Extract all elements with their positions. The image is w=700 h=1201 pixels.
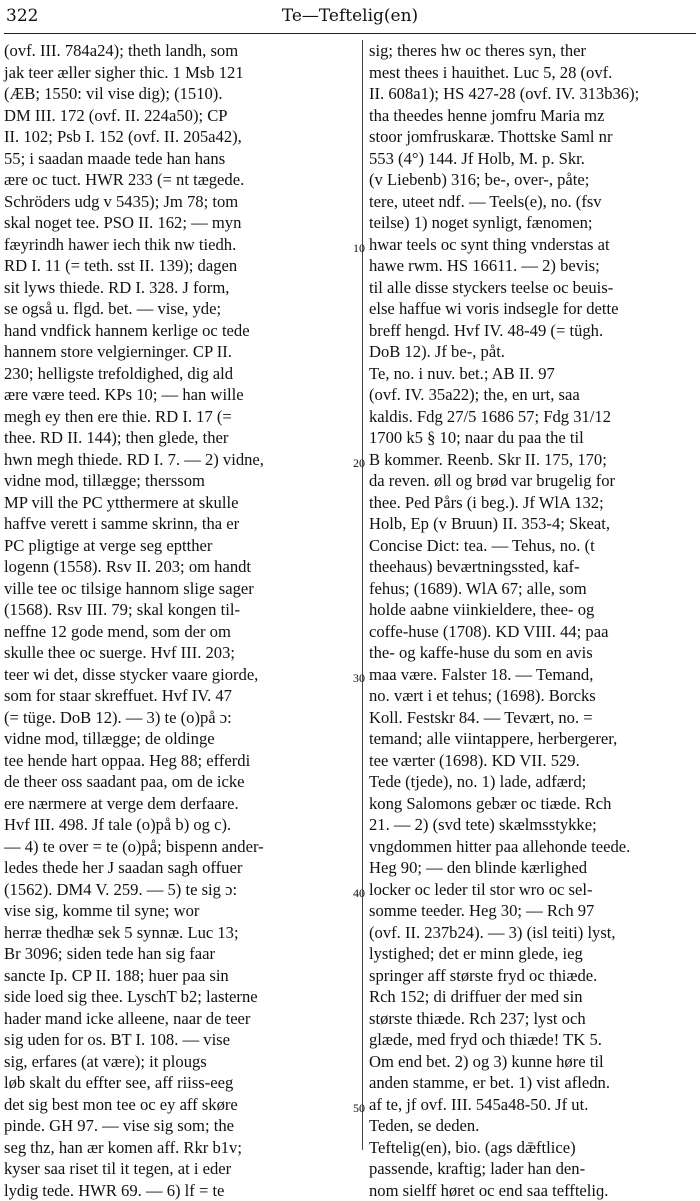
text-line: hwar teels oc synt thing vnderstas at (369, 234, 696, 256)
text-line: 230; helligste trefoldighed, dig ald (4, 363, 346, 385)
text-line: kyser saa riset til it tegen, at i eder (4, 1158, 346, 1180)
text-line: Koll. Festskr 84. — Tevært, no. = (369, 707, 696, 729)
text-line: megh ey then ere thie. RD I. 17 (= (4, 406, 346, 428)
text-line: thee. Ped Pårs (i beg.). Jf WlA 132; (369, 492, 696, 514)
text-line: Teftelig(en), bio. (ags dǣftlice) (369, 1137, 696, 1159)
text-line: (1568). Rsv III. 79; skal kongen til- (4, 599, 346, 621)
text-line: herræ thedhæ sek 5 synnæ. Luc 13; (4, 922, 346, 944)
text-line: stoor jomfruskaræ. Thottske Saml nr (369, 126, 696, 148)
text-line: no. vært i et tehus; (1698). Borcks (369, 685, 696, 707)
text-line: ere nærmere at verge dem derfaare. (4, 793, 346, 815)
text-line: se også u. flgd. bet. — vise, yde; (4, 298, 346, 320)
text-line: II. 608a1); HS 427-28 (ovf. IV. 313b36); (369, 83, 696, 105)
text-line: springer aff største fryd oc thiæde. (369, 965, 696, 987)
text-line: de theer oss saadant paa, om de icke (4, 771, 346, 793)
text-line: (ovf. IV. 35a22); the, en urt, saa (369, 384, 696, 406)
text-line: (ovf. III. 784a24); theth landh, som (4, 40, 346, 62)
text-line: sig, erfares (at være); it plougs (4, 1051, 346, 1073)
text-line: II. 102; Psb I. 152 (ovf. II. 205a42), (4, 126, 346, 148)
text-line: Teden, se deden. (369, 1115, 696, 1137)
text-line: til alle disse styckers teelse oc beuis- (369, 277, 696, 299)
text-line: holde aabne viinkieldere, thee- og (369, 599, 696, 621)
text-line: DoB 12). Jf be-, påt. (369, 341, 696, 363)
text-line: vidne mod, tillægge; therssom (4, 470, 346, 492)
text-line: somme teeder. Heg 30; — Rch 97 (369, 900, 696, 922)
text-line: tere, uteet ndf. — Teels(e), no. (fsv (369, 191, 696, 213)
text-line: vngdommen hitter paa allehonde teede. (369, 836, 696, 858)
text-line: ville tee oc tilsige hannom slige sager (4, 578, 346, 600)
text-line: nom sielff høret oc end saa teffteliɡ. (369, 1180, 696, 1201)
text-line: tee værter (1698). KD VII. 529. (369, 750, 696, 772)
text-line: MP vill the PC ytthermere at skulle (4, 492, 346, 514)
text-line: hawe rwm. HS 16611. — 2) bevis; (369, 255, 696, 277)
text-line: sancte Ip. CP II. 188; huer paa sin (4, 965, 346, 987)
text-line: coffe-huse (1708). KD VIII. 44; paa (369, 621, 696, 643)
text-line: seg thz, han ær komen aff. Rkr b1v; (4, 1137, 346, 1159)
text-line: mest thees i hauithet. Luc 5, 28 (ovf. (369, 62, 696, 84)
text-line: af te, jf ovf. III. 545a48-50. Jf ut. (369, 1094, 696, 1116)
text-line: haffve verett i samme skrinn, tha er (4, 513, 346, 535)
left-column (4, 40, 346, 1152)
text-line: maa være. Falster 18. — Temand, (369, 664, 696, 686)
text-line: (v Liebenb) 316; be-, over-, påte; (369, 169, 696, 191)
text-line: skulle thee oc suerge. Hvf III. 203; (4, 642, 346, 664)
text-line: passende, kraftig; lader han den- (369, 1158, 696, 1180)
text-line: teilse) 1) noget synligt, fænomen; (369, 212, 696, 234)
text-line: pinde. GH 97. — vise sig som; the (4, 1115, 346, 1137)
line-number: 10 (345, 238, 365, 260)
page-number: 322 (6, 6, 38, 26)
text-line: (ÆB; 1550: vil vise dig); (1510). (4, 83, 346, 105)
text-line: neffne 12 gode mend, som der om (4, 621, 346, 643)
line-number: 20 (345, 453, 365, 475)
text-line: Om end bet. 2) og 3) kunne høre til (369, 1051, 696, 1073)
text-line: hader mand icke alleene, naar de teer (4, 1008, 346, 1030)
text-line: Br 3096; siden tede han sig faar (4, 943, 346, 965)
text-line: theehaus) beværtningssted, kaf- (369, 556, 696, 578)
text-line: 21. — 2) (svd tete) skælmsstykke; (369, 814, 696, 836)
text-line: (ovf. II. 237b24). — 3) (isl teiti) lyst, (369, 922, 696, 944)
text-line: Heg 90; — den blinde kærlighed (369, 857, 696, 879)
text-line: hand vndfick hannem kerlige oc tede (4, 320, 346, 342)
text-line: kong Salomons gebær oc tiæde. Rch (369, 793, 696, 815)
text-line: Te, no. i nuv. bet.; AB II. 97 (369, 363, 696, 385)
text-line: Rch 152; di driffuer der med sin (369, 986, 696, 1008)
line-number: 30 (345, 668, 365, 690)
line-number: 40 (345, 883, 365, 905)
text-line: løb skalt du effter see, aff riiss-eeg (4, 1072, 346, 1094)
text-line: kaldis. Fdg 27/5 1686 57; Fdg 31/12 (369, 406, 696, 428)
text-line: jak teer æller sigher thic. 1 Msb 121 (4, 62, 346, 84)
text-line: Tede (tjede), no. 1) lade, adfærd; (369, 771, 696, 793)
text-line: vidne mod, tillægge; de oldinge (4, 728, 346, 750)
text-line: tee hende hart oppaa. Heg 88; efferdi (4, 750, 346, 772)
text-line: DM III. 172 (ovf. II. 224a50); CP (4, 105, 346, 127)
running-title: Te—Teftelig(en) (6, 6, 694, 26)
text-line: sig uden for os. BT I. 108. — vise (4, 1029, 346, 1051)
text-line: (1562). DM4 V. 259. — 5) te sig ɔ: (4, 879, 346, 901)
text-line: anden stamme, er bet. 1) vist afledn. (369, 1072, 696, 1094)
text-line: 55; i saadan maade tede han hans (4, 148, 346, 170)
text-line: hannem store velgierninger. CP II. (4, 341, 346, 363)
line-number-margin (345, 40, 367, 1152)
text-line: logenn (1558). Rsv II. 203; om handt (4, 556, 346, 578)
text-line: da reven. øll og brød var brugelig for (369, 470, 696, 492)
text-line: Holb, Ep (v Bruun) II. 353-4; Skeat, (369, 513, 696, 535)
text-line: fæyrindh hawer iech thik nw tiedh. (4, 234, 346, 256)
text-line: fehus; (1689). WlA 67; alle, som (369, 578, 696, 600)
text-line: ære være teed. KPs 10; — han wille (4, 384, 346, 406)
header-rule (4, 33, 696, 34)
text-line: ledes thede her J saadan sagh offuer (4, 857, 346, 879)
text-line: side loed sig thee. LyschT b2; lasterne (4, 986, 346, 1008)
text-line: vise sig, komme til syne; wor (4, 900, 346, 922)
text-line: else haffue wi voris indsegle for dette (369, 298, 696, 320)
text-line: PC pligtige at verge seg eptther (4, 535, 346, 557)
text-line: 1700 k5 § 10; naar du paa the til (369, 427, 696, 449)
text-line: som for staar skreffuet. Hvf IV. 47 (4, 685, 346, 707)
text-line: the- og kaffe-huse du som en avis (369, 642, 696, 664)
text-line: lydig tede. HWR 69. — 6) lf = te (4, 1180, 346, 1201)
text-line: hwn megh thiede. RD I. 7. — 2) vidne, (4, 449, 346, 471)
line-number: 50 (345, 1098, 365, 1120)
text-line: 553 (4°) 144. Jf Holb, M. p. Skr. (369, 148, 696, 170)
text-line: største thiæde. Rch 237; lyst och (369, 1008, 696, 1030)
text-line: glæde, med fryd och thiæde! TK 5. (369, 1029, 696, 1051)
text-line: B kommer. Reenb. Skr II. 175, 170; (369, 449, 696, 471)
text-line: (= tüge. DoB 12). — 3) te (o)på ɔ: (4, 707, 346, 729)
text-line: — 4) te over = te (o)på; bispenn ander- (4, 836, 346, 858)
text-line: Schröders udg v 5435); Jm 78; tom (4, 191, 346, 213)
text-line: tha theedes henne jomfru Maria mz (369, 105, 696, 127)
text-line: ære oc tuct. HWR 233 (= nt tægede. (4, 169, 346, 191)
text-line: RD I. 11 (= teth. sst II. 139); dagen (4, 255, 346, 277)
text-line: Hvf III. 498. Jf tale (o)på b) og c). (4, 814, 346, 836)
text-line: teer wi det, disse stycker vaare giorde, (4, 664, 346, 686)
text-line: locker oc leder til stor wro oc sel- (369, 879, 696, 901)
text-line: sig; theres hw oc theres syn, ther (369, 40, 696, 62)
text-line: sit lyws thiede. RD I. 328. J form, (4, 277, 346, 299)
text-line: temand; alle viintappere, herbergerer, (369, 728, 696, 750)
page-header (6, 6, 694, 32)
text-line: Concise Dict: tea. — Tehus, no. (t (369, 535, 696, 557)
text-line: thee. RD II. 144); then glede, ther (4, 427, 346, 449)
right-column (369, 40, 696, 1152)
text-line: lystighed; det er minn glede, ieg (369, 943, 696, 965)
text-line: breff hengd. Hvf IV. 48-49 (= tügh. (369, 320, 696, 342)
text-line: skal noget tee. PSO II. 162; — myn (4, 212, 346, 234)
text-line: det sig best mon tee oc ey aff skøre (4, 1094, 346, 1116)
